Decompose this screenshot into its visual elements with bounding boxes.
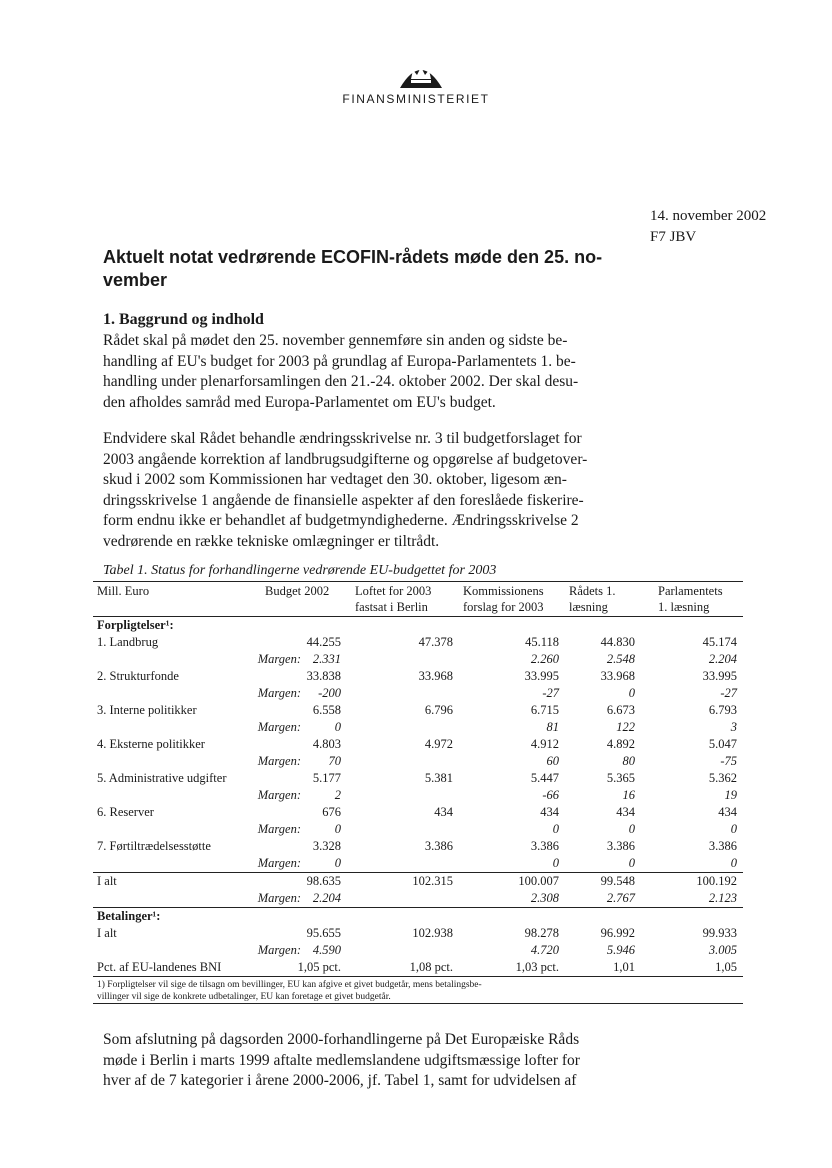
- table-row: [93, 925, 743, 942]
- margin-cell: 2.260: [530, 652, 559, 666]
- text-line: form endnu ikke er behandlet af budgetmyndighederne. Ændringsskrivelse 2: [103, 512, 579, 529]
- margin-cell: -66: [542, 788, 559, 802]
- margin-cell: 80: [622, 754, 635, 768]
- row-label: 3. Interne politikker: [97, 703, 197, 717]
- ministry-name: FINANSMINISTERIET: [342, 92, 490, 106]
- margin-row: [93, 890, 743, 907]
- margin-label: Margen:: [257, 788, 301, 802]
- table-cell: 3.386: [424, 839, 453, 853]
- margin-cell: 0: [552, 856, 559, 870]
- table-cell: 434: [616, 805, 635, 819]
- margin-cell: 2.204: [312, 891, 341, 905]
- row-label: 4. Eksterne politikker: [97, 737, 205, 751]
- budget-table: [93, 581, 743, 1004]
- text-line: skud i 2002 som Kommissionen har vedtaget den 30. oktober, ligesom æn-: [103, 471, 567, 488]
- table-footnote: [93, 977, 743, 1003]
- table-cell: 33.995: [524, 669, 559, 683]
- table-cell: 1,01: [613, 960, 635, 974]
- table-cell: 44.255: [306, 635, 341, 649]
- table-cell: 100.192: [696, 874, 737, 888]
- row-label: 1. Landbrug: [97, 635, 159, 649]
- betalinger-total: [93, 925, 743, 959]
- table-cell: 3.386: [606, 839, 635, 853]
- table-row: [93, 736, 743, 753]
- margin-row: [93, 787, 743, 804]
- margin-cell: 0: [628, 856, 635, 870]
- margin-label: Margen:: [257, 856, 301, 870]
- col-header-loft: [355, 583, 431, 615]
- margin-cell: 16: [622, 788, 635, 802]
- footnote-line: 1) Forpligtelser vil sige de tilsagn om bevillinger, EU kan afgive et givet budgetår, mens betalingsbe-: [97, 980, 482, 990]
- table-cell: 95.655: [306, 926, 341, 940]
- margin-cell: 0: [334, 856, 341, 870]
- margin-cell: 0: [730, 822, 737, 836]
- forpligtelser-rows: [93, 634, 743, 872]
- table-cell: 102.938: [412, 926, 453, 940]
- margin-cell: -75: [720, 754, 737, 768]
- margin-row: [93, 942, 743, 959]
- col-header-line: læsning: [569, 600, 608, 614]
- text-line: den afholdes samråd med Europa-Parlamentet om EU's budget.: [103, 393, 496, 411]
- table-cell: 4.892: [606, 737, 635, 751]
- table-cell: 1,03 pct.: [515, 960, 559, 974]
- margin-row: [93, 685, 743, 702]
- table-cell: 434: [718, 805, 737, 819]
- table-cell: 3.386: [708, 839, 737, 853]
- table-cell: 4.972: [424, 737, 453, 751]
- margin-row: [93, 753, 743, 770]
- col-header-kommission: [463, 583, 544, 615]
- text-line: dringsskrivelse 1 angående de finansielle aspekter af den foreslåede fiskerire-: [103, 491, 584, 509]
- table-cell: 5.447: [530, 771, 559, 785]
- table-cell: 5.365: [606, 771, 635, 785]
- margin-label: Margen:: [257, 822, 301, 836]
- margin-cell: 2: [334, 788, 341, 802]
- text-line: handling under plenarforsamlingen den 21.-24. oktober 2002. Der skal desu-: [103, 373, 579, 390]
- unit-header: Mill. Euro: [97, 584, 150, 598]
- margin-label: Margen:: [257, 943, 301, 957]
- table-cell: 33.968: [418, 669, 453, 683]
- row-label: 5. Administrative udgifter: [97, 771, 227, 785]
- table-cell: 45.118: [525, 635, 559, 649]
- text-line: Som afslutning på dagsorden 2000-forhandlingerne på Det Europæiske Råds: [103, 1031, 580, 1048]
- margin-cell: 2.767: [606, 891, 635, 905]
- margin-cell: 4.720: [530, 943, 559, 957]
- table-cell: 6.796: [424, 703, 453, 717]
- margin-cell: 70: [328, 754, 341, 768]
- row-label: 6. Reserver: [97, 805, 154, 819]
- col-header-budget: Budget 2002: [265, 584, 330, 598]
- row-label: 7. Førtiltrædelsesstøtte: [97, 839, 211, 853]
- table-cell: 100.007: [518, 874, 559, 888]
- paragraph-2: [103, 429, 648, 552]
- margin-cell: 0: [552, 822, 559, 836]
- margin-label: Margen:: [257, 686, 301, 700]
- document-meta: [650, 206, 766, 248]
- margin-cell: 19: [724, 788, 737, 802]
- table-cell: 33.968: [600, 669, 635, 683]
- col-header-parlament: [658, 583, 723, 615]
- table-header: [93, 582, 743, 616]
- table-cell: 44.830: [600, 635, 635, 649]
- table-cell: 6.793: [708, 703, 737, 717]
- text-line: Rådet skal på mødet den 25. november gennemføre sin anden og sidste be-: [103, 332, 568, 349]
- margin-cell: 60: [546, 754, 559, 768]
- table-cell: 98.635: [306, 874, 341, 888]
- table-row: [93, 634, 743, 651]
- crown-logo: [398, 58, 444, 88]
- table-cell: 102.315: [412, 874, 453, 888]
- table-cell: 4.912: [530, 737, 559, 751]
- table-cell: 1,05 pct.: [297, 960, 341, 974]
- bni-row: [93, 959, 743, 976]
- table-cell: 4.803: [312, 737, 341, 751]
- text-line: møde i Berlin i marts 1999 aftalte medlemslandene udgiftsmæssige lofter for: [103, 1051, 580, 1069]
- row-label: I alt: [97, 874, 117, 888]
- margin-cell: 122: [616, 720, 635, 734]
- section-label-forpligtelser: Forpligtelser¹:: [97, 618, 174, 632]
- forpligtelser-total: [93, 873, 743, 907]
- table-cell: 6.673: [606, 703, 635, 717]
- table-cell: 5.381: [424, 771, 453, 785]
- paragraph-3: [103, 1030, 648, 1092]
- table-cell: 33.995: [702, 669, 737, 683]
- margin-label: Margen:: [257, 720, 301, 734]
- text-line: hver af de 7 kategorier i årene 2000-2006, jf. Tabel 1, samt for udvidelsen af: [103, 1072, 577, 1089]
- table-cell: 5.047: [708, 737, 737, 751]
- margin-row: [93, 651, 743, 668]
- margin-cell: 0: [334, 720, 341, 734]
- col-header-raad: [569, 583, 616, 615]
- margin-cell: 2.548: [606, 652, 635, 666]
- footnote-line: villinger vil sige de konkrete udbetalinger, EU kan foretage et givet budgetår.: [97, 992, 391, 1002]
- table-cell: 676: [322, 805, 341, 819]
- paragraph-1: [103, 331, 648, 413]
- margin-cell: 81: [546, 720, 559, 734]
- col-header-line: Rådets 1.: [569, 584, 616, 598]
- margin-cell: 3.005: [708, 943, 737, 957]
- table-row: [93, 838, 743, 855]
- table-cell: 99.548: [600, 874, 635, 888]
- margin-row: [93, 821, 743, 838]
- text-line: Endvidere skal Rådet behandle ændringsskrivelse nr. 3 til budgetforslaget for: [103, 430, 582, 447]
- table-cell: 3.328: [312, 839, 341, 853]
- table-cell: 96.992: [600, 926, 635, 940]
- table-cell: 434: [434, 805, 453, 819]
- table-caption: Tabel 1. Status for forhandlingerne vedrørende EU-budgettet for 2003: [103, 563, 497, 578]
- margin-label: Margen:: [257, 754, 301, 768]
- margin-cell: -27: [542, 686, 559, 700]
- text-line: 2003 angående korrektion af landbrugsudgifterne og opgørelse af budgetover-: [103, 450, 588, 468]
- title-line: vember: [103, 270, 168, 290]
- table-cell: 45.174: [702, 635, 737, 649]
- table-row: [93, 702, 743, 719]
- row-label: 2. Strukturfonde: [97, 669, 179, 683]
- table-cell: 1,08 pct.: [409, 960, 453, 974]
- table-cell: 434: [540, 805, 559, 819]
- margin-cell: 0: [334, 822, 341, 836]
- margin-cell: 4.590: [312, 943, 341, 957]
- col-header-line: fastsat i Berlin: [355, 600, 428, 614]
- bni-label: Pct. af EU-landenes BNI: [97, 960, 222, 974]
- text-line: vedrørende en række tekniske omlægninger er tiltrådt.: [103, 532, 440, 550]
- margin-label: Margen:: [257, 891, 301, 905]
- table-row: [93, 668, 743, 685]
- table-cell: 98.278: [524, 926, 559, 940]
- table-row: [93, 873, 743, 890]
- margin-cell: 2.204: [708, 652, 737, 666]
- margin-row: [93, 719, 743, 736]
- document-ref: F7 JBV: [650, 229, 697, 245]
- table-cell: 47.378: [418, 635, 453, 649]
- col-header-line: Kommissionens: [463, 584, 544, 598]
- margin-cell: 2.123: [708, 891, 737, 905]
- margin-cell: 2.308: [530, 891, 559, 905]
- table-cell: 99.933: [702, 926, 737, 940]
- margin-cell: 0: [628, 822, 635, 836]
- margin-cell: 3: [730, 720, 737, 734]
- margin-label: Margen:: [257, 652, 301, 666]
- col-header-line: forslag for 2003: [463, 600, 544, 614]
- section-heading: 1. Baggrund og indhold: [103, 311, 264, 328]
- margin-cell: 0: [628, 686, 635, 700]
- section-label-betalinger: Betalinger¹:: [97, 909, 161, 923]
- table-cell: 3.386: [530, 839, 559, 853]
- table-cell: 33.838: [306, 669, 341, 683]
- text-line: handling af EU's budget for 2003 på grundlag af Europa-Parlamentets 1. be-: [103, 352, 576, 370]
- margin-row: [93, 855, 743, 872]
- table-cell: 6.715: [530, 703, 559, 717]
- title-line: Aktuelt notat vedrørende ECOFIN-rådets møde den 25. no-: [103, 247, 603, 267]
- document-date: 14. november 2002: [650, 208, 767, 224]
- table-cell: 1,05: [715, 960, 737, 974]
- margin-cell: 2.331: [312, 652, 341, 666]
- table-row: [93, 804, 743, 821]
- col-header-line: Loftet for 2003: [355, 584, 432, 598]
- margin-cell: 5.946: [606, 943, 635, 957]
- table-cell: 5.177: [312, 771, 341, 785]
- table-cell: 6.558: [312, 703, 341, 717]
- margin-cell: 0: [730, 856, 737, 870]
- page-title: [103, 246, 643, 292]
- row-label: I alt: [97, 926, 117, 940]
- margin-cell: -200: [318, 686, 341, 700]
- margin-cell: -27: [720, 686, 737, 700]
- col-header-line: 1. læsning: [658, 600, 710, 614]
- table-cell: 5.362: [708, 771, 737, 785]
- table-row: [93, 770, 743, 787]
- col-header-line: Parlamentets: [658, 584, 723, 598]
